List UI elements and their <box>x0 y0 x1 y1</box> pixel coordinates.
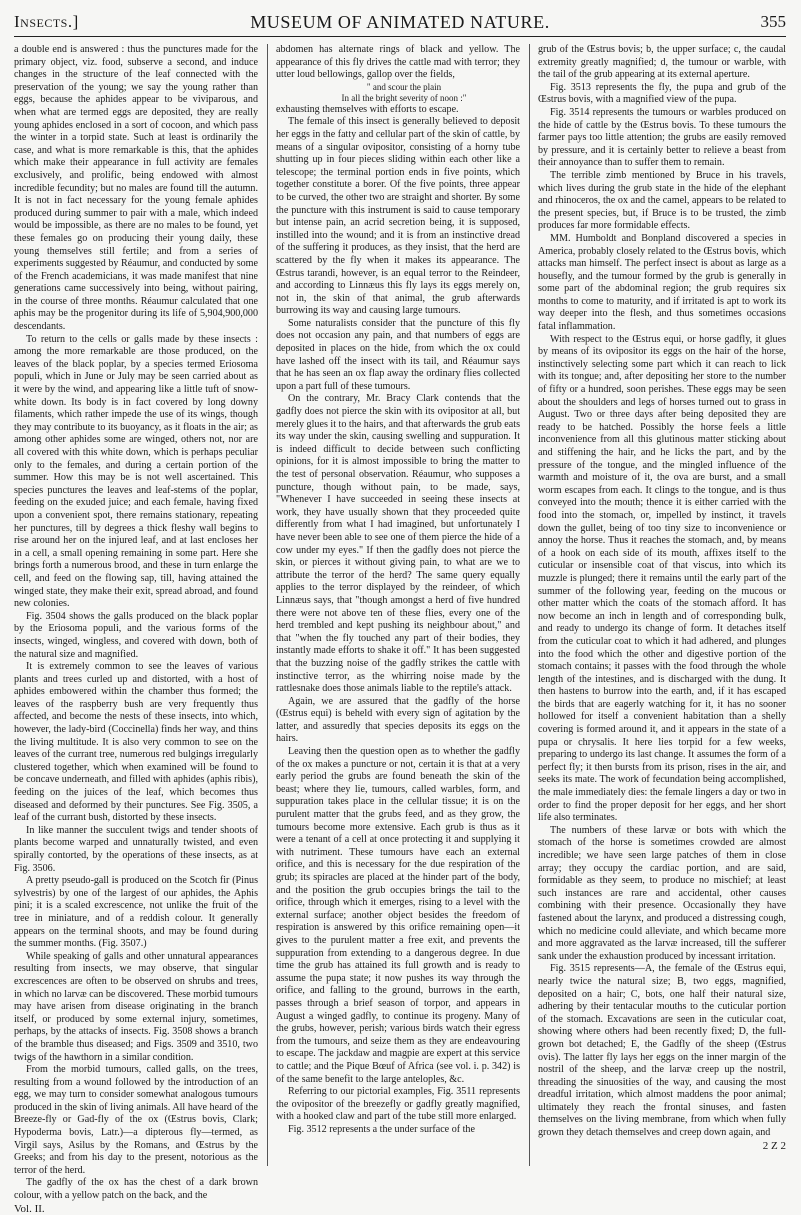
paragraph: While speaking of galls and other unnatural appearances resulting from insects, we may observe, that singular excrescences are often to be observed on shrubs and trees, in which no larvæ can be discovered. These morbid tumours may have arisen from disease originating in the branch itself, or produced by some external injury, sometimes, perhaps, by the attacks of insects. Fig. 3508 shows a branch of the bramble thus diseased; and Figs. 3509 and 3510, two twigs of the hawthorn in a similar condition. <box>14 950 258 1063</box>
paragraph: In like manner the succulent twigs and tender shoots of plants become warped and unnaturally twisted, and even spirally contorted, by the operations of these insects, as at Fig. 3506. <box>14 824 258 874</box>
page-header <box>14 10 786 37</box>
paragraph: On the contrary, Mr. Bracy Clark contends that the gadfly does not pierce the skin with its ovipositor at all, but merely glues it to the hairs, and that afterwards the grub eats its way under the skin, causing swelling and suppuration. It is indeed difficult to decide between such conflicting opinions, for it is almost impossible to bring the matter to the test of personal observation. Réaumur, who supposes a puncture, though without pain, to be made, says, "Whenever I have succeeded in seeing these insects at work, they have usually shown that they proceeded quite differently from what I had imagined, but unfortunately I have never been able to see one of them pierce the hide of a cow under my eyes." If then the gadfly does not pierce the skin, or pierces it without giving pain, to what are we to attribute the terror of the herd? The same query equally applies to the terror displayed by the reindeer, of which Linnæus says, that "though amongst a herd of five hundred there were not above ten of these flies, every one of the herd trembled and kept pushing its neighbour about," and that "when the fly touched any part of their bodies, they instantly made efforts to shake it off." It has been suggested that the buzzing noise of the gadfly strikes the cattle with instinctive terror, as the whirring noise made by the rattlesnake does those animals liable to the reptile's attack. <box>276 393 520 695</box>
verse-line: " and scour the plain <box>366 81 442 92</box>
signature-mark: 2 Z 2 <box>762 1139 786 1152</box>
section-label: Insects.] <box>14 12 79 31</box>
paragraph: Again, we are assured that the gadfly of the horse (Œstrus equi) is beheld with every sign of agitation by the latter, and assuredly that species deposits its eggs on the hairs. <box>276 695 520 745</box>
paragraph: Some naturalists consider that the puncture of this fly does not occasion any pain, and that numbers of eggs are deposited in places on the hide, from which the ox could have lashed off the insect with its tail, and Réaumur says that he has seen an ox flap away the ordinary flies collected upon a part full of these tumours. <box>276 317 520 392</box>
paragraph: Referring to our pictorial examples, Fig. 3511 represents the ovipositor of the breezefly or gadfly greatly magnified, with a hooked claw and part of the tube still more enlarged. <box>276 1086 520 1123</box>
paragraph: grub of the Œstrus bovis; b, the upper surface; c, the caudal extremity greatly magnified; d, the tumour or warble, with the tail of the grub appearing at its external aperture. <box>538 44 786 81</box>
paragraph: It is extremely common to see the leaves of various plants and trees curled up and distorted, with a host of aphides embowered within the chamber thus formed; the leaves of the raspberry bush are very frequently thus affected, and become the nests of these insects, into which, however, the lady-bird (Coccinella) finds her way, and thins the living multitude. It is also very common to see on the leaves of the currant tree, numerous red bulgings irregularly clustered together, which when examined will be found to be concave underneath, and filled with aphides (aphis ribis), feeding on the juices of the leaf, which becomes thus diseased and deformed by their punctures. See Fig. 3505, a leaf of the currant bush, distorted by these insects. <box>14 661 258 824</box>
paragraph: Fig. 3512 represents a the under surface of the <box>288 1123 475 1135</box>
text-columns <box>14 44 786 1215</box>
paragraph: MM. Humboldt and Bonpland discovered a species in America, probably closely related to the Œstrus bovis, which attacks man himself. The perfect insect is about as large as a housefly, and the tumour formed by the grub is generally in some part of the abdominal region; the grub requires six months to come to maturity, and if irritated is apt to work its way deeper into the flesh, and thus sometimes occasions fatal inflammation. <box>538 232 786 333</box>
column-right <box>538 44 786 1169</box>
paragraph: abdomen has alternate rings of black and yellow. The appearance of this fly drives the cattle mad with terror; they utter loud bellowings, gallop over the fields, <box>276 44 520 81</box>
paragraph: To return to the cells or galls made by these insects : among the more remarkable are those produced, on the leaves of the black poplar, by a species termed Eriosoma populi, which in June or July may be seen carried about as it were by the wind, and appearing like a little tuft of snow-white down. Its body is in fact covered by long downy filaments, which rather impede the use of its wings, though they may contribute to its buoyancy, as it floats in the air; as among other aphides some are winged, others not, nor are all covered with this white down, which is perhaps peculiar only to the females, and during a certain portion of the summer. How this may be is not well ascertained. This species punctures the leaves and leaf-stems of the poplar, feeding on the exuded juice; and each female, having fixed upon a convenient spot, there remains stationary, repeating her punctures, till by degrees a thick fleshy wall begins to rise around her on the injured leaf, and at last encloses her in a cell, a small opening remaining in some part. Here she brings forth a numerous brood, and these in turn enlarge the cell, and feed on the flowing sap, till, having attained the winged state, they make their exit, spread abroad, and found new colonies. <box>14 333 258 610</box>
volume-label: Vol. II. <box>14 1202 45 1215</box>
paragraph: exhausting themselves with efforts to escape. <box>276 103 459 115</box>
paragraph: The gadfly of the ox has the chest of a dark brown colour, with a yellow patch on the back, and the <box>14 1177 258 1202</box>
paragraph: With respect to the Œstrus equi, or horse gadfly, it glues by means of its ovipositor its eggs on the hair of the horse, instinctively selecting some part which it can reach to lick with its tongue; and, after depositing her store to the number of fifty or a hundred, soon perishes. These eggs may be seen about the shoulders and legs of horses turned out to grass in August. Two or three days after being deposited they are ready to be hatched. Possibly the horse feels a little inconvenience from all this glutinous matter sticking about and stiffening the hair, and he licks the part, and by the pressure of the tongue, and the mingled influence of the warmth and moisture of it, the ova are burst, and a small worm escapes from each. It clings to the tongue, and is thus conveyed into the mouth; thence it is either carried with the food into the stomach, or, impelled by instinct, it travels down the gullet, being of too tiny size to inconvenience or annoy the horse. Thus it reaches the stomach, and, by means of a hook on each side of its mouth, affixes itself to the cuticular or insensible coat of that viscus, into which its muzzle is plunged; there it remains until the early part of the summer of the following year, feeding on the mucous or other matter which the coats of the stomach afford. It has now become an inch in length and of corresponding bulk, and ready to undergo its change of form. It detaches itself from the cuticular coat to which it had adhered, and plunges into the food which the other and digestive portion of the stomach contains; it passes with the food through the whole length of the intestines, and is discharged with the dung. It then hastens to burrow into the earth, and, if it has escaped the birds that are eagerly watching for it, it has no sooner hollowed for itself a convenient habitation than a shelly covering is formed around it, and it appears in the state of a pupa or chrysalis. It here lies torpid for a few weeks, preparing to undergo its last change. It assumes the form of a perfect fly; it then bursts from its prison, rises in the air, and seeks its mate. The work of fecundation being accomplished, the male immediately dies: the female lingers a day or two in order to find the proper deposit for her eggs, and her short life also terminates. <box>538 333 786 824</box>
column-footer <box>538 1140 786 1153</box>
column-middle <box>276 44 520 1169</box>
paragraph: Fig. 3515 represents—A, the female of the Œstrus equi, nearly twice the natural size; B, two eggs, magnified, deposited on a hair; C, bots, one half their natural size, adhering by their tentacular mouths to the cuticular portion of the stomach. Excavations are seen in the cuticular coat, showing where others had been recently fixed; D, the full-grown bot detached; E, the Gadfly of the sheep (Œstrus ovis). The latter fly lays her eggs on the inner margin of the nostril of the sheep, and the larvæ creep up the nostril, threading the sinuosities of the way, and causing the most dreadful irritation, which almost maddens the poor animal; ultimately they reach the frontal sinuses, and fasten themselves on the living membrane, from which when fully grown they detach themselves and creep down again, and <box>538 963 786 1139</box>
paragraph: Fig. 3513 represents the fly, the pupa and grub of the Œstrus bovis, with a magnified view of the pupa. <box>538 81 786 106</box>
paragraph: The numbers of these larvæ or bots with which the stomach of the horse is sometimes crowded are almost incredible; we have seen large patches of them in close array; they occupy the cardiac portion, and are said, formidable as they seem, to produce no mischief; at least such instances are rare and accidental, other causes combining with their presence. Occasionally they have fastened about the larynx, and produced a distressing cough, which no medicine could alleviate, and which became more and more aggravated as the larvæ increased, till the sufferer sank under the exhaustion produced by incessant irritation. <box>538 824 786 962</box>
paragraph: A pretty pseudo-gall is produced on the Scotch fir (Pinus sylvestris) by one of the largest of our aphides, the Aphis pini; it is a scaled excrescence, not unlike the fruit of the tree in miniature, and of a reddish colour. It generally appears on the terminal shoots, and may be found during the summer months. (Fig. 3507.) <box>14 875 258 950</box>
page-number: 355 <box>760 12 786 31</box>
column-footer <box>14 1203 258 1215</box>
paragraph: Fig. 3504 shows the galls produced on the black poplar by the Eriosoma populi, and the various forms of the insects, winged, wingless, and covered with down, both of the natural size and magnified. <box>14 610 258 660</box>
paragraph: The female of this insect is generally believed to deposit her eggs in the fatty and cellular part of the skin of cattle, by means of a singular ovipositor, consisting of a horny tube shutting up in four pieces sliding within each other like a telescope; the terminal portion ends in five points, which together constitute a borer. Of the five points, three appear to be curved, the other two are straight and shorter. By some the puncture with this instrument is said to cause temporary but intense pain, an acrid secretion being, it is supposed, instilled into the wound; and it is from an instinctive dread of the suffering it produces, as they insist, that the herd are scattered by the fly when it makes its appearance. The Œstrus tarandi, however, is an equal terror to the Reindeer, and according to Linnæus this fly lays its eggs merely on, not in, the skin of that animal, the grub afterwards burrowing its way and causing large tumours. <box>276 116 520 317</box>
paragraph: Fig. 3514 represents the tumours or warbles produced on the hide of cattle by the Œstrus bovis. To these tumours the farmer pays too little attention; the grubs are easily removed by pressure, and it is certainly better to relieve a beast from their annoyance than to suffer them to remain. <box>538 106 786 169</box>
paragraph: a double end is answered : thus the punctures made for the primary object, viz. food, subserve a second, and induce changes in the structure of the leaf connected with the preservation of the young; we say the young rather than eggs, because the aphides appear to be viviparous, and when what are termed eggs are deposited, they are really young aphides enclosed in a sort of cocoon, and which pass the winter in a torpid state. Such at least is ordinarily the case, and what is more remarkable is this, that the aphides which make their appearance in full activity are females exclusively, and prolific, being endowed with almost incredible fecundity; but no males are found till the autumn. It is not in fact necessary for the young female aphides produced during summer to pair with a male, which indeed would be impossible, as there are no males to be found, yet these females go on producing their young daily, these young themselves still fertile; and from a series of experiments suggested by Réaumur, and conducted by some of the French academicians, it was made manifest that nine generations came successively into being, without pairing, in the course of three months. Réaumur calculated that one aphis may be the progenitor during its life of 5,904,900,000 descendants. <box>14 44 258 333</box>
column-left <box>14 44 258 1215</box>
page-title: MUSEUM OF ANIMATED NATURE. <box>250 12 550 32</box>
verse-line: In all the bright severity of noon :" <box>341 92 467 103</box>
column-divider <box>529 44 530 1166</box>
column-divider <box>267 44 268 1166</box>
paragraph: Leaving then the question open as to whether the gadfly of the ox makes a puncture or not, certain it is that at a very early period the grubs are found beneath the skin of the beast; where they lie, tumours, called warbles, form, and suppuration takes place in the cellular tissue; it is on the purulent matter that the grubs feed, and as they grow, the tumours become more extensive. Each grub is thus as it were a tenant of a cell at once protecting it and supplying it with nutriment. These tumours have each an external orifice, and this is necessary for the due respiration of the grub; its spiracles are placed at the hinder part of the body, and the position the grub occupies brings the tail to the orifice, through which it emerges, rising to a level with the external surface; another object besides the freedom of respiration is answered by this orifice remaining open—it gives to the purulent matter a free exit, and prevents the suppuration from extending to a dangerous degree. In due time the grub has attained its full growth and is ready to assume the pupa state; it now pushes its way through the orifice, and falling to the ground, burrows in the earth, passes through a brief season of torpor, and appears in August a winged gadfly, to continue its progeny. Many of the grubs, however, perish; various birds watch their egress from the tumours, and seize them as they are endeavouring to escape. The jackdaw and magpie are expert at this service to cattle; and the Pique Bœuf of Africa (see vol. i. p. 342) is of the same benefit to the large anteloples, &c. <box>276 746 520 1085</box>
paragraph: From the morbid tumours, called galls, on the trees, resulting from a wound followed by the introduction of an egg, we may turn to consider somewhat analogous tumours produced in the skin of living animals. All have heard of the Breeze-fly or Gad-fly of the ox (Œstrus bovis, Clark; Hypoderma bovis, Latr.)—a dipterous fly—termed, as Virgil says, Asilus by the Romans, and Œstrus by the Greeks; and from his day to the present, notorious as the terror of the herd. <box>14 1064 258 1176</box>
paragraph: The terrible zimb mentioned by Bruce in his travels, which lives during the grub state in the hide of the elephant and rhinoceros, the ox and the camel, appears to be related to the present species, but, if Bruce is to be trusted, the zimb produces far more formidable effects. <box>538 169 786 232</box>
